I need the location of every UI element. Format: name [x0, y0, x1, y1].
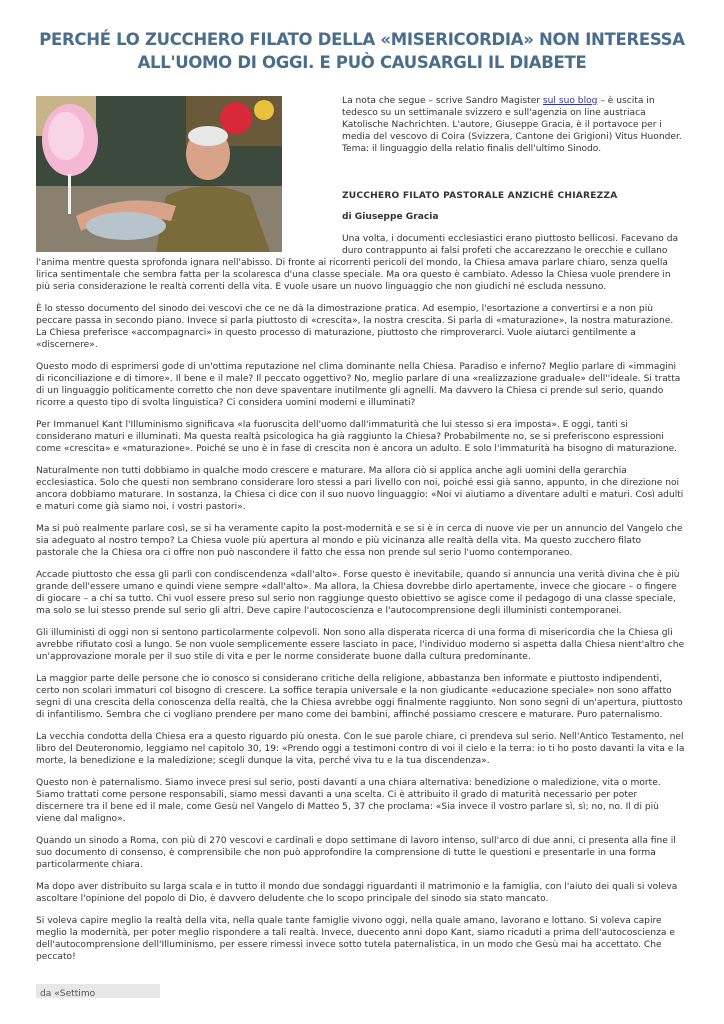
article-title: PERCHÉ LO ZUCCHERO FILATO DELLA «MISERICORDIA» NON INTERESSA ALL'UOMO DI OGGI. E PUÒ CAUSARGLI IL DIABETE	[39, 30, 685, 72]
byline: di Giuseppe Gracia	[342, 212, 439, 223]
body-paragraph-4: Per Immanuel Kant l'Illuminismo significava «la fuoruscita dell'uomo dall'immaturità che lui stesso si era imposta». E oggi, tanti si considerano maturi e illuminati. Ma questa realtà psicologica ha già raggiunto la Chiesa? Probabilmente no, se si preferiscono espressioni come «crescita» e «maturazione». Poiché se uno è in fase di crescita non è ancora un adulto. E solo l'immaturità ha bisogno di maturazione.	[36, 420, 678, 454]
body-paragraph-13: Ma dopo aver distribuito su larga scala e in tutto il mondo due sondaggi riguardanti il matrimonio e la famiglia, con l'aiuto dei quali si voleva ascoltare l'opinione del popolo di Dio, è davvero deludente che lo scopo principale del sinodo sia stato mancato.	[36, 881, 678, 904]
body-paragraph-6: Ma si può realmente parlare così, se si ha veramente capito la post-modernità e se si è in cerca di nuove vie per un annuncio del Vangelo che sia adeguato al nostro tempo? La Chiesa vuole più apertura al mondo e più vicinanza alle realtà della vita. Ma questo zucchero filato pastorale che la Chiesa ora ci offre non può nascondere il fatto che essa non prende sul serio l'uomo contemporaneo.	[36, 523, 683, 558]
body-paragraph-11: Questo non è paternalismo. Siamo invece presi sul serio, posti davanti a una chiara alternativa: benedizione o maledizione, vita o morte. Siamo trattati come persone responsabili, siamo messi davanti a una scelta. Ci è attribuito il grado di maturità necessario per poter discernere tra il bene ed il male, come Gesù nel Vangelo di Matteo 5, 37 che proclama: «Sia invece il vostro parlare sì, sì; no, no. Il di più viene dal maligno».	[36, 777, 661, 824]
body-paragraph-5: Naturalmente non tutti dobbiamo in qualche modo crescere e maturare. Ma allora ciò si applica anche agli uomini della gerarchia ecclesiastica. Solo che questi non sembrano considerare loro stessi a pari livello con noi, poiché essi già sanno, appunto, in che direzione noi ancora dobbiamo maturare. In sostanza, la Chiesa ci dice con il suo nuovo linguaggio: «Noi vi aiutiamo a diventare adulti e maturi. Così adulti e maturi come già siamo noi, i vostri pastori».	[36, 466, 684, 512]
body-paragraph-8: Gli illuministi di oggi non si sentono particolarmente colpevoli. Non sono alla disperata ricerca di una forma di misericordia che la Chiesa gli avrebbe rifiutato così a lungo. Se non vuole semplicemente essere lasciato in pace, l'individuo moderno si aspetta dalla Chiesa nient'altro che un'approvazione morale per il suo stile di vita e per le norme considerate buone dalla cultura predominante.	[36, 627, 685, 662]
body-paragraph-12: Quando un sinodo a Roma, con più di 270 vescovi e cardinali e dopo settimane di lavoro intenso, sull'arco di due anni, ci presenta alla fine il suo documento di consenso, è comprensibile che non può approfondire la comprensione di tutte le questioni e presentarle in una forma particolarmente chiara.	[36, 835, 676, 870]
section-heading: ZUCCHERO FILATO PASTORALE ANZICHÉ CHIAREZZA	[342, 190, 618, 201]
body-paragraph-3: Questo modo di esprimersi gode di un'ottima reputazione nel clima dominante nella Chiesa. Paradiso e inferno? Meglio parlare di «immagini di riconciliazione e di timore». Il bene e il male? Il peccato oggettivo? No, meglio parlare di una «realizzazione graduale» dell''ideale. Si tratta di un linguaggio politicamente corretto che non deve spaventare inutilmente gli agnelli. Ma davvero la Chiesa ci prende sul serio, quando ricorre a questo tipo di svolta linguistica? Ci considera uomini moderni e illuminati?	[36, 362, 681, 408]
body-paragraph-1: Una volta, i documenti ecclesiastici erano piuttosto bellicosi. Facevano da duro contrappunto ai falsi profeti che accarezzano le orecchie e cullano l'anima mentre questa sprofonda ignara nell'abisso. Di fronte ai ricorrenti pericoli del mondo, la Chiesa amava parlare chiaro, senza quella lirica sentimentale che sembra fatta per la scolaresca d'una classe speciale. Ma ora questo è cambiato. Adesso la Chiesa vuole prendere in più seria considerazione le realtà correnti della vita. E vuole usare un nuovo linguaggio che non giudichi né escluda nessuno.	[36, 234, 679, 292]
intro-text-before: La nota che segue – scrive Sandro Magister	[342, 96, 543, 106]
cotton-candy-vendor-illustration	[36, 96, 282, 252]
body-paragraph-9: La maggior parte delle persone che io conosco si considerano critiche della religione, abbastanza ben informate e piuttosto indipendenti, certo non scolari immaturi col bisogno di crescere. La soffice terapia universale e la non giudicante «educazione speciale» non sono affatto segni di una crescita della conoscenza della realtà, che la Chiesa avrebbe oggi finalmente raggiunto. Non sono segni di un'apertura, piuttosto di infantilismo. Sembra che ci vogliano prendere per mano come dei bambini, affinché possiamo crescere e maturare. Puro paternalismo.	[36, 673, 683, 720]
body-paragraph-14: Si voleva capire meglio la realtà della vita, nella quale tante famiglie vivono oggi, nella quale amano, lavorano e lottano. Si voleva capire meglio la modernità, per poter meglio rispondere a tali realtà. Invece, duecento anni dopo Kant, siamo ricaduti a prima dell'autocoscienza e dell'autocomprensione dell'Illuminismo, per essere rimessi invece sotto tutela paternalistica, in un modo che Gesù mai ha accettato. Che peccato!	[36, 915, 675, 962]
article-photo	[36, 96, 282, 252]
body-paragraph-2: È lo stesso documento del sinodo dei vescovi che ce ne dà la dimostrazione pratica. Ad esempio, l'esortazione a convertirsi e a non più peccare passa in secondo piano. Invece si parla piuttosto di «crescita», la nostra crescita. Si parla di «maturazione», la nostra maturazione. La Chiesa preferisce «accompagnarci» in questo processo di maturazione, piuttosto che rimproverarci. Vuole aiutarci gentilmente a «discernere».	[36, 304, 674, 350]
article-body	[36, 96, 686, 974]
blog-link[interactable]: sul suo blog	[542, 96, 598, 106]
body-paragraph-7: Accade piuttosto che essa gli parli con condiscendenza «dall'alto». Forse questo è inevitabile, quando si annuncia una verità divina che è più grande dell'essere umano e quindi viene sempre «dall'alto». Ma allora, la Chiesa dovrebbe dirlo apertamente, invece che giocare – o fingere di giocare – a chi sa tutto. Chi vuol essere preso sul serio non raggiunge questo obiettivo se agisce come il pedagogo di una classe speciale, ma solo se lui stesso prende sul serio gli altri. Deve capire l'autocoscienza e l'autocomprensione degli illuministi contemporanei.	[36, 569, 680, 616]
source-label: da «Settimo	[36, 984, 160, 998]
intro-text-after: – è uscita in tedesco su un settimanale svizzero e sull'agenzia on line austriaca Katolische Nachrichten. L'autore, Giuseppe Gracia, è il portavoce per i media del vescovo di Coira (Svizzera, Cantone dei Grigioni) Vitus Huonder. Tema: il linguaggio della relatio finalis dell'ultimo Sinodo.	[342, 96, 682, 154]
body-paragraph-10: La vecchia condotta della Chiesa era a questo riguardo più onesta. Con le sue parole chiare, ci prendeva sul serio. Nell'Antico Testamento, nel libro del Deuteronomio, leggiamo nel capitolo 30, 19: «Prendo oggi a testimoni contro di voi il cielo e la terra: io ti ho posto davanti la vita e la morte, la benedizione e la maledizione; scegli dunque la vita, perché viva tu e la tua discendenza».	[36, 731, 685, 766]
